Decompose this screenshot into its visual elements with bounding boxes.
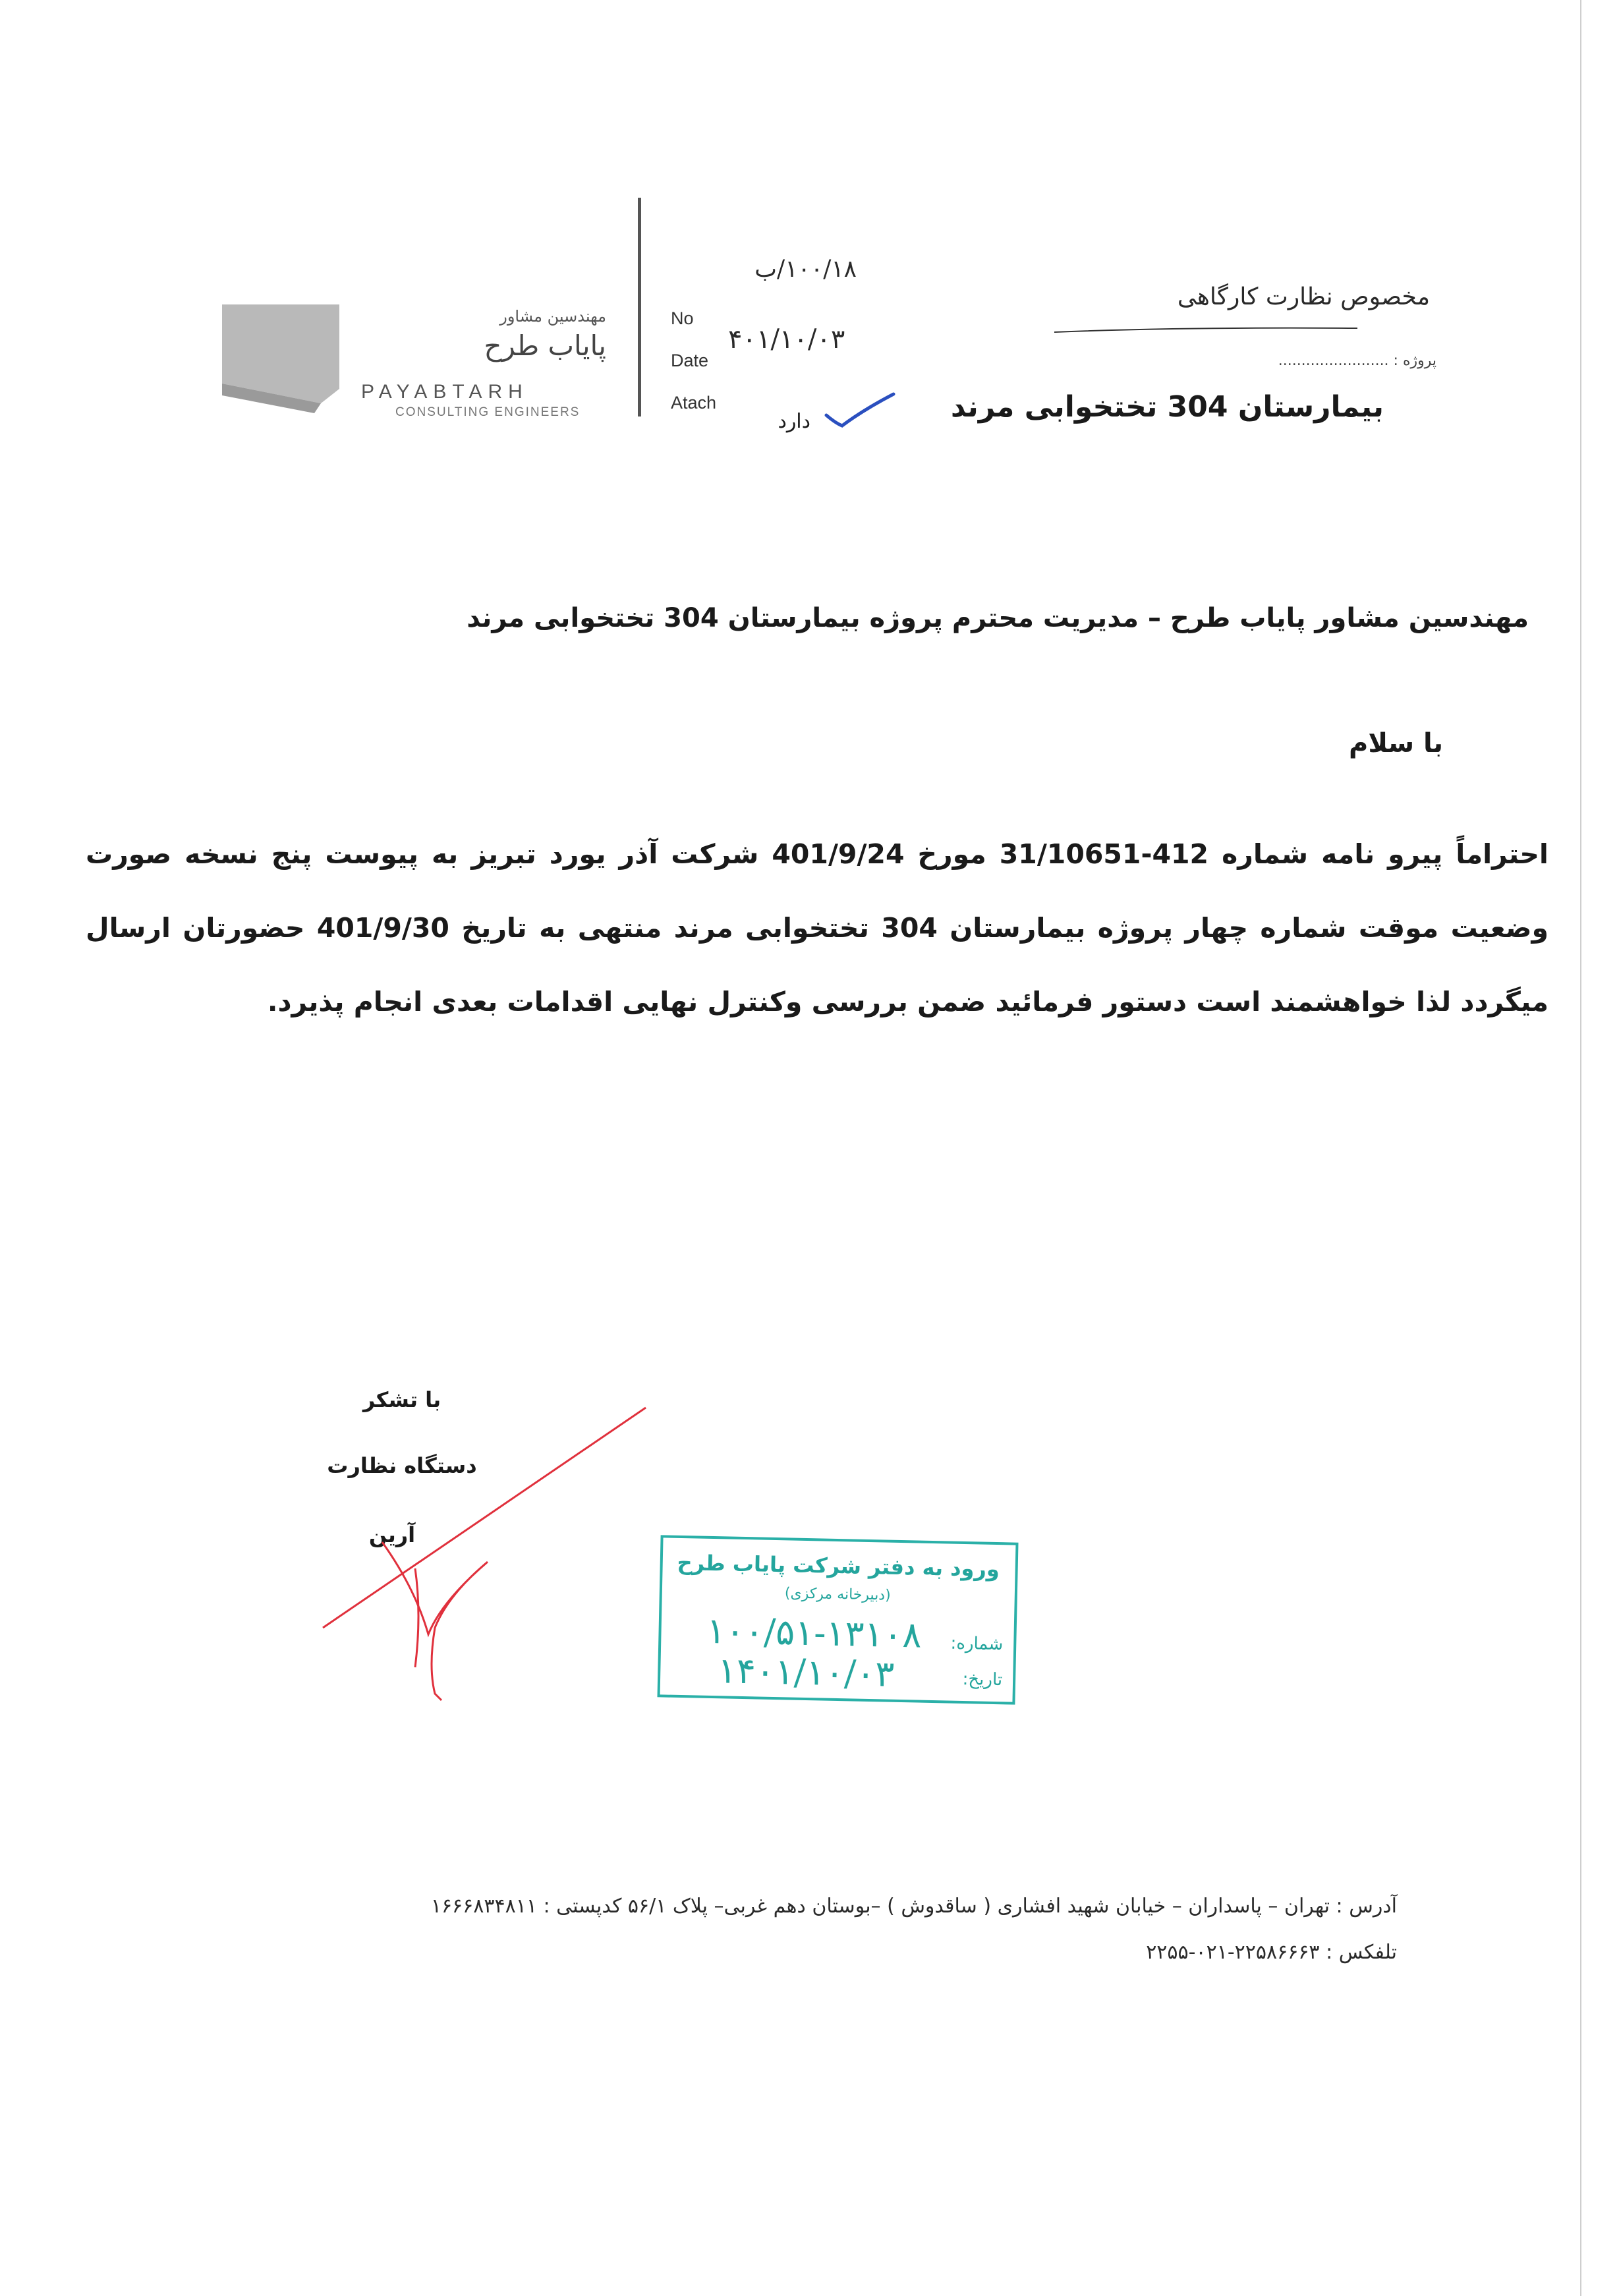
signature-org: دستگاه نظارت — [327, 1453, 477, 1478]
date-label: Date — [671, 351, 709, 370]
logo-fa-name: پایاب طرح — [484, 330, 606, 362]
signature-scribble — [316, 1404, 659, 1713]
addressee: مهندسین مشاور پایاب طرح – مدیریت محترم پروژه بیمارستان 304 تختخوابی مرند — [467, 603, 1529, 633]
scan-edge — [1580, 0, 1581, 2296]
signature-thanks: با تشکر — [362, 1387, 441, 1412]
logo-mark-icon — [222, 304, 339, 430]
footer-phone: تلفکس : ۲۲۵۸۶۶۶۳-۰۲۱-۲۲۵۵ — [1146, 1941, 1397, 1964]
reception-stamp — [657, 1535, 1018, 1704]
date-value: ۴۰۱/۱۰/۰۳ — [728, 324, 845, 355]
logo-en-name: PAYABTARH — [361, 381, 528, 403]
no-label: No — [671, 308, 694, 328]
no-value: ۱۰۰/۱۸/ب — [754, 256, 857, 283]
special-note: مخصوص نظارت کارگاهی — [1177, 283, 1430, 310]
special-underline — [1054, 324, 1357, 337]
attach-value: دارد — [778, 410, 810, 433]
logo-en-subtitle: CONSULTING ENGINEERS — [395, 405, 581, 419]
signature-name: آرین — [368, 1522, 416, 1547]
stamp-number-value: ۱۰۰/۵۱-۱۳۱۰۸ — [706, 1609, 923, 1656]
stamp-number-label: شماره: — [950, 1633, 1004, 1655]
body-paragraph: احتراماً پیرو نامه شماره 412-31/10651 مورخ 401/9/24 شرکت آذر یورد تبریز به پیوست پنج نسخه صورت وضعیت موقت شماره چهار پروژه بیمارستان 304 تختخوابی مرند منتهی به تاریخ 401/9/30 حضورتان ارسال میگردد لذا خواهشمند است دستور فرمائید ضمن بررسی وکنترل نهایی اقدامات بعدی انجام پذیرد. — [86, 838, 1548, 1018]
greeting: با سلام — [1349, 728, 1443, 759]
letter-title: بیمارستان 304 تختخوابی مرند — [950, 390, 1384, 424]
stamp-date-value: ۱۴۰۱/۱۰/۰۳ — [717, 1650, 895, 1695]
attach-label: Atach — [671, 393, 717, 413]
company-logo — [222, 304, 339, 430]
stamp-date-label: تاریخ: — [962, 1669, 1003, 1690]
logo-fa-subtitle: مهندسین مشاور — [499, 307, 606, 326]
project-label: پروژه : ........................ — [1278, 353, 1436, 369]
header-divider — [638, 198, 641, 416]
stamp-title: ورود به دفتر شرکت پایاب طرح — [677, 1549, 1000, 1582]
footer-address: آدرس : تهران – پاسداران – خیابان شهید افشاری ( ساقدوش ) –بوستان دهم غربی– پلاک ۵۶/۱ کدپستی : ۱۶۶۶۸۳۴۸۱۱ — [430, 1895, 1397, 1918]
stamp-subtitle: (دبیرخانه مرکزی) — [784, 1585, 891, 1604]
